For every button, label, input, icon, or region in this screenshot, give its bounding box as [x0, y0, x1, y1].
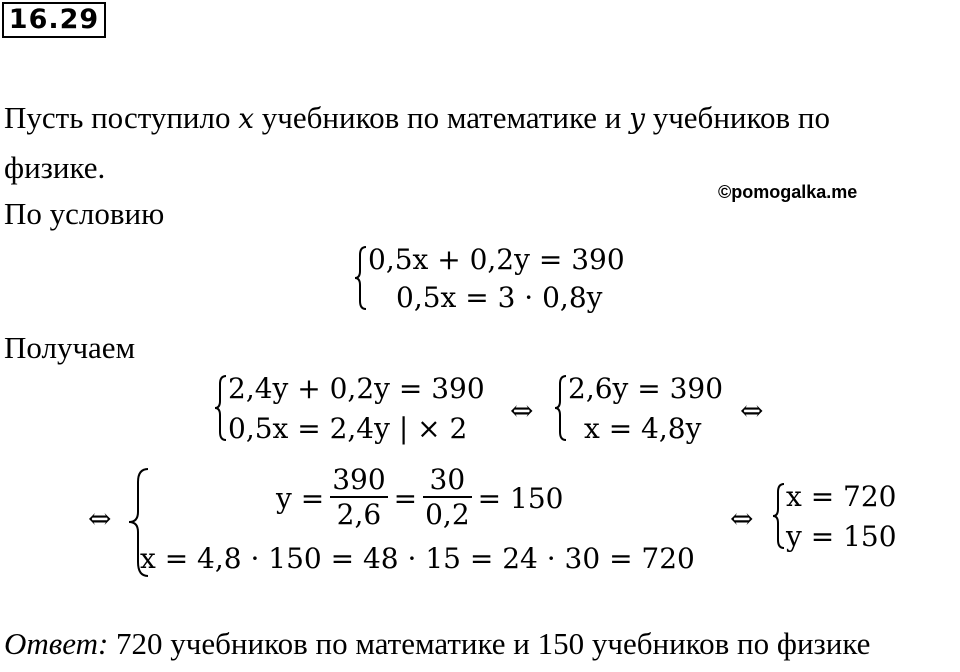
condition-label: По условию	[4, 196, 165, 231]
system-2-eq-1: 2,4y + 0,2y = 390	[228, 372, 485, 405]
fraction-2-numerator: 30	[423, 464, 472, 498]
left-brace-icon	[554, 374, 568, 442]
answer-label: Ответ:	[4, 626, 109, 661]
system-4-y-result: = 150	[477, 481, 564, 515]
answer-line	[4, 626, 870, 662]
equiv-symbol-4: ⇔	[730, 502, 754, 535]
left-brace-icon	[214, 374, 228, 442]
equiv-symbol-1: ⇔	[510, 394, 534, 427]
system-4-eq-2: x = 4,8 · 150 = 48 · 15 = 24 · 30 = 720	[140, 542, 695, 575]
system-2-eq-2: 0,5x = 2,4y | × 2	[228, 412, 468, 445]
system-4-eq-1	[276, 456, 563, 540]
intro-text-2: учебников по математике и	[254, 100, 630, 135]
intro-line-2: физике.	[4, 150, 106, 185]
obtain-label: Получаем	[4, 330, 136, 365]
left-brace-icon	[772, 482, 786, 550]
intro-var-x: x	[238, 102, 255, 135]
problem-number: 16.29	[2, 2, 106, 38]
system-5-eq-1: x = 720	[786, 480, 897, 513]
system-5-eq-2: y = 150	[786, 520, 897, 553]
intro-line-1	[4, 100, 830, 136]
fraction-1-numerator: 390	[332, 463, 386, 496]
system-3-eq-1: 2,6y = 390	[568, 372, 724, 405]
system-3-eq-2: x = 4,8y	[584, 412, 702, 445]
intro-text-3: учебников по	[644, 100, 830, 135]
fraction-1	[330, 464, 387, 532]
left-brace-icon	[354, 245, 368, 311]
system-1-eq-2: 0,5x = 3 · 0,8y	[396, 281, 603, 314]
equiv-symbol-3: ⇔	[88, 502, 112, 535]
intro-text-1: Пусть поступило	[4, 100, 239, 135]
intro-var-y: y	[629, 102, 645, 135]
fraction-2	[423, 464, 472, 532]
fraction-2-denominator: 0,2	[425, 498, 470, 531]
fraction-1-denominator: 2,6	[336, 498, 382, 531]
equiv-symbol-2: ⇔	[740, 394, 764, 427]
answer-text: 720 учебников по математике и 150 учебников по физике	[108, 626, 871, 661]
system-4-y-lhs: y =	[276, 481, 325, 515]
system-1-eq-1: 0,5x + 0,2y = 390	[368, 243, 625, 276]
watermark: ©pomogalka.me	[718, 182, 858, 202]
equals-sign: =	[393, 481, 418, 515]
